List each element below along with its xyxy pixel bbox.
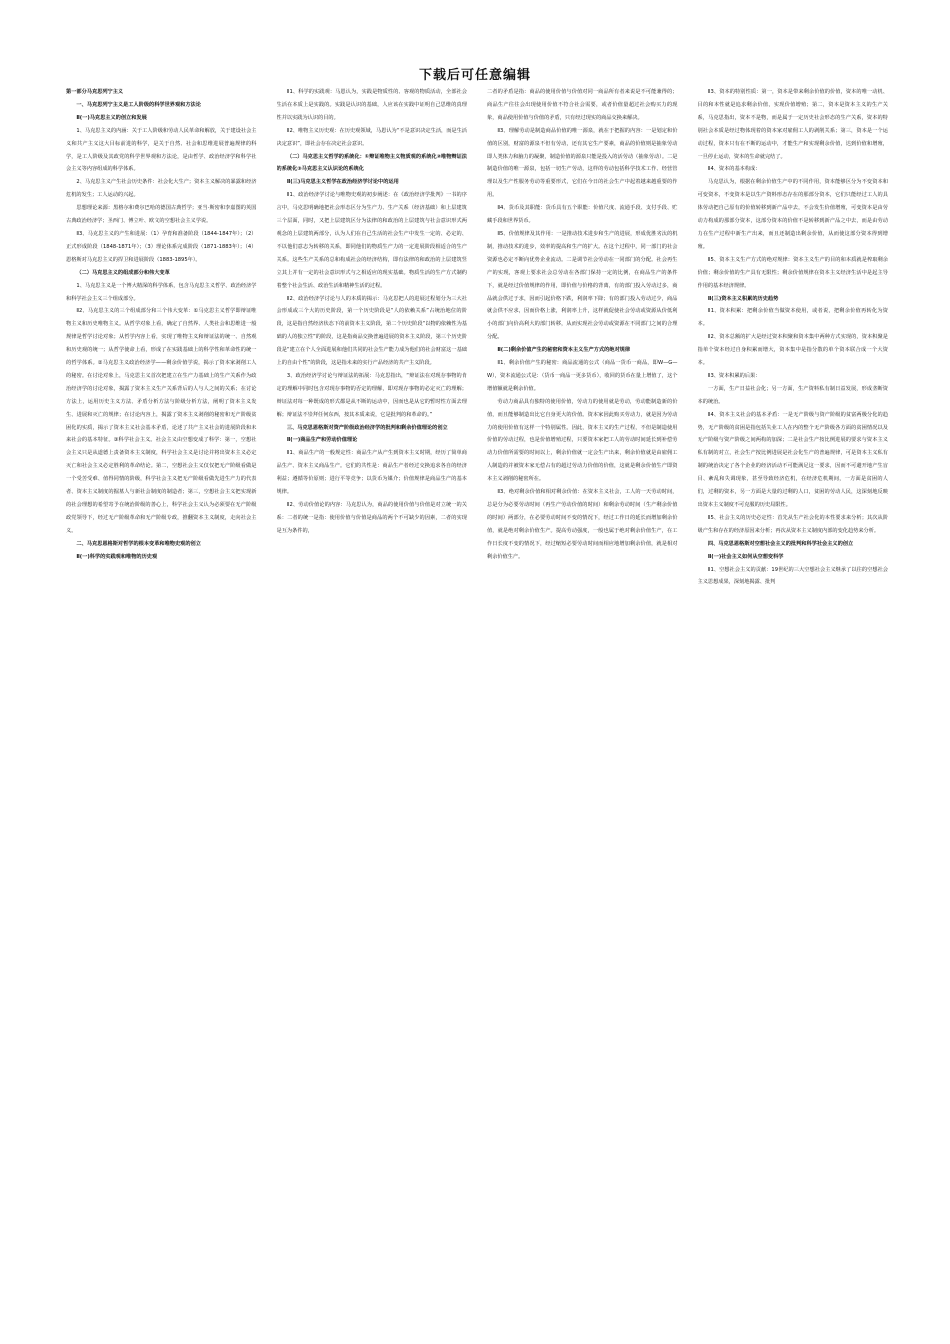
paragraph: Ⅱ3、理解劳动是制造商品价值的唯一源泉，就在于把握的内容：一是划定和价值的区别，财富的源泉不但有劳动，还有其它生产要素，商品的价值则是抽象劳动即人类体力和脑力的凝聚，制造价值的源泉只能是投入的活劳动（抽象劳动）。二是制造价值的唯一源泉，包括一切生产劳动，这样的劳动包括科学技术工作、经营管理以及生产性服务劳动等重要形式，它们在今日的社会生产中起着越来越重要的作用。 — [487, 127, 678, 199]
section-heading: （二）马克思主义的组成部分和伟大变革 — [76, 269, 170, 276]
section-heading: Ⅱ(三)马克思主义哲学在政治经济学讨论中的运用 — [286, 179, 399, 186]
section-heading: Ⅱ(一)社会主义如何从空想变科学 — [707, 553, 784, 560]
paragraph: Ⅱ1、剩余价值产生的秘密：商品流通的公式（商品一货币一商品，即W—G—W），资本流通公式是：（货币一商品一更多货币），收回的货币在量上增值了，这个增值额就是剩余价值。 — [487, 360, 678, 392]
paragraph: 2、马克思主义产生社会历史条件：社会化大生产；资本主义解决的暴露和经济危机的发生；工人运动的兴起。 — [66, 179, 257, 199]
page-header: 下载后可任意编辑 — [418, 68, 531, 83]
paragraph: Ⅱ5、社会主义的历史必定性：首先从生产社会化的本性要求来分析；其次从阶级产生和存在的经济原因来分析；再次从资本主义制度内部的变化趋势来分析。 — [697, 514, 888, 534]
paragraph: Ⅱ3、绝对剩余价值和相对剩余价值：在资本主义社会，工人的一天劳动时间，总是分为必要劳动时间（再生产劳动价值的时间）和剩余劳动时间（生产剩余价值的时间）两部分，在必要劳动时间不变的情况下，经过工作日的延长而增加剩余价值，就是绝对剩余价值生产。提高劳动强度，一般也属于绝对剩余价值生产，在工作日长度不变的情况下，经过缩短必要劳动时间而相应地增加剩余价值，就是相对剩余价值生产。 — [487, 489, 678, 560]
paragraph: 3、政治经济学讨论与辩证法的拓展：马克思指出，“辩证法在对现存事物的肯定的理解中同时包含对现存事物的否定的理解，即对现存事物的必定灭亡的理解；辩证法对每一种既成的形式都是从不断的运动中，因而也是从它的暂时性方面去理解；辩证法不崇拜任何东西，按其本质来说，它是批判的和革命的。” — [276, 372, 467, 418]
paragraph: Ⅱ1、资本积累：把剩余价值当做资本使用，或者说，把剩余价值再转化为资本。 — [697, 308, 888, 328]
paragraph: Ⅱ4、资本主义社会的基本矛盾：一是无产阶级与资产阶级的贫富两极分化的趋势，无产阶级的贫困是指包括失业工人在内的整个无产阶级各方面的贫困情况以及无产阶级与资产阶级之间两构的加深；二是社会生产按比例进展的要求与资本主义私有制的对立，社会生产按比例进展是社会化生产的普遍规律，可是资本主义私有制的统治决定了各个企业的经济活动不可能满足这一要求，因而不可避开地产生盲目、紊乱和失调现象，甚至导致经济危机，在经济危机期间，一方面是贫困的人们，过剩的资本，另一方面是大量的过剩的人口，贫困的劳动人民，这深刻地反映出资本主义制度不可克服的历史局限性。 — [697, 411, 888, 508]
paragraph: 马克思认为，根据在剩余价值生产中的不同作用，资本能够区分为不变资本和可变资本，不变资本是以生产资料形态存在的那部分资本，它们只能经过工人的具体劳动把自己原有的价值转移到新产品中去，不会发生价值增殖，可变资本是由劳动力构成的那部分资本，这部分资本的价值不是转移到新产品之中去，而是由劳动力在生产过程中新生产出来，而且还制造出剩余价值，从而使这部分资本得到增殖。 — [697, 179, 888, 250]
section-heading: Ⅱ(三)资本主义积累的历史趋势 — [707, 295, 779, 302]
section-heading: 三、马克思恩格斯对资产阶级政治经济学的批判和剩余价值理论的创立 — [286, 424, 448, 431]
paragraph: Ⅱ2、劳动价值论的内容：马克思认为，商品的使用价值与价值是对立统一的关系：二者的统一是指：使用价值与价值是商品的两个不可缺少的因素，二者的实现是互为条件的， — [276, 502, 467, 534]
paragraph: Ⅱ3、资本的特别性质：第一，资本是带来剩余价值的价值，资本的唯一动机、目的和本性就是追求剩余价值，实现价值增殖；第二，资本是资本主义的生产关系，马克思指出，资本不是物，而是属于一定历史社会形态的生产关系，资本的特别社会本质是经过物体现着的资本家对雇佣工人的剥削关系；第三，资本是一个运动过程，资本只有在不断的运动中，才能生产和实现剩余价值，达到价值和增殖，一旦停止运动，资本的生命就完结了。 — [697, 89, 888, 160]
section-heading: 第一部分马克思列宁主义 — [66, 89, 124, 95]
column-4 — [698, 86, 889, 1324]
paragraph: Ⅱ1、商品生产的一般规定性：商品生产从产生到资本主义时期，经历了简单商品生产、资本主义商品生产。它们的共性是：商品生产者经过交换追求各自的经济利益；遵循等价原则；进行平等竞争；以货币为媒介；价值规律是商品生产的基本规律。 — [276, 450, 467, 496]
paragraph: 1、马克思主义是一个博大精深的科学体系，包含马克思主义哲学、政治经济学和科学社会主义三个组成部分。 — [66, 282, 257, 302]
paragraph: Ⅱ1、空想社会主义的贡献：19世纪的三大空想社会主义继承了以往的空想社会主义思想成果，深刻地揭露、批判 — [697, 566, 888, 586]
paragraph: Ⅱ3、马克思主义的产生和进展：（1）孕育和准备阶段（1844-1847年）；（2）正式形成阶段（1848-1871年）；（3）理论体系完成阶段（1871-1883年）；（4）恩格斯对马克思主义的捍卫和进展阶段（1883-1895年）。 — [66, 230, 257, 263]
section-heading: Ⅱ(一)科学的实践观和唯物的历史观 — [76, 553, 158, 560]
section-heading: 一、马克思列宁主义是工人阶级的科学世界观和方法论 — [76, 101, 201, 108]
paragraph: 思想理论来源：黑格尔和费尔巴哈的德国古典哲学；亚当·斯密和李嘉图的英国古典政治经济学；圣西门、傅立叶、欧文的空想社会主义学说。 — [66, 205, 257, 225]
paragraph: Ⅱ2、马克思主义的三个组成部分和三个伟大变革：①马克思主义哲学即辩证唯物主义和历史唯物主义。从哲学对象上看，确定了自然界、人类社会和思维进一般规律是哲学讨论对象；从哲学内容上看，实现了唯物主义和辩证法的统一、自然观和历史观的统一；从哲学使命上看，形成了在实践基础上的科学性和革命性的统一的哲学体系。②马克思主义政治经济学——剩余价值学说，揭示了资本家剥削工人的秘密。在讨论对象上，马克思主义首次把建立在生产力基础上的生产关系作为政治经济学的讨论对象，揭露了资本主义生产关系背后的人与人之间的关系；在讨论方法上，运用历史主义方法、矛盾分析方法与阶级分析方法，阐明了资本主义发生、进展和灭亡的规律；在讨论内容上，揭露了资本主义剥削的秘密和无产阶级贫困化的实质，揭示了资本主义社会基本矛盾，论述了共产主义社会的进展阶段和未来社会的基本特征。③科学社会主义。社会主义由空想变成了科学：第一，空想社会主义只是从道德上责备资本主义制度，科学社会主义是讨论并将出资本主义必定灭亡和社会主义必定胜利的革命结论。第二，空想社会主义仅仅把无产阶级看做是一个受苦受难、值得同情的阶级，科学社会主义把无产阶级看做先进生产力的代表者、资本主义制度的掘墓人与新社会制度的制造者；第三，空想社会主义把实现新的社会理想的希望寄予在统治阶级的善心上，科学社会主义认为必须要在无产阶级政党领导下，经过无产阶级革命和无产阶级专政，推翻资本主义制度，走向社会主义。 — [66, 308, 257, 534]
column-3 — [487, 86, 678, 1324]
paragraph: Ⅱ1、政治经济学讨论与唯物史观的初步阐述：在《政治经济学批判》一书的序言中，马克思明确地把社会形态区分为生产力、生产关系（经济基础）和上层建筑三个层面，同时，又把上层建筑区分为法律的和政治的上层建筑与社会意识形式两观念的上层建筑两部分，认为人们在自己生活的社会生产中发生一定的、必定的、不以他们意志为转移的关系，即同他们的物质生产力的一定进展阶段相适合的生产关系。这些生产关系的总和构成社会的经济结构，即有法律的和政治的上层建筑竖立其上并有一定的社会意识形式与之相适应的现实基础。物质生活的生产方式制约着整个社会生活、政治生活和精神生活的过程。 — [276, 192, 467, 289]
section-heading: Ⅱ(一)马克思主义的创立和发展 — [76, 114, 147, 121]
paragraph: 1、马克思主义的内涵：关于工人阶级和劳动人民革命和解放，关于建设社会主义和共产主义这大目标前进的科学，是关于自然、社会和思维进展普遍规律的科学，是工人阶级及其政党的科学世界观和方法论，是由哲学、政治经济学和科学社会主义等内容组成的科学体系。 — [66, 127, 257, 173]
paragraph: Ⅱ1、科学的实践观：马恩认为，实践是物质性的、客观的物质活动，全部社会生活在本质上是实践的。实践是认识的基础，人应该在实践中证明自己思维的真理性并以实践为认识的目的。 — [276, 89, 467, 121]
paragraph: Ⅱ3、资本积累的后果： — [707, 372, 761, 379]
paragraph: 劳动力商品具有独特的使用价值，劳动力的使用就是劳动，劳动能制造新的价值，而且能够制造出比它自身更大的价值。资本家因此购买劳动力，就是因为劳动力的使用价值有这样一个特别属性。因此，资本主义的生产过程，不但是制造使用价值的劳动过程，也是价值增殖过程，只要资本家把工人的劳动时间延长到补偿劳动力价值所需要的时间以上，剩余价值就一定会生产出来，剩余价值就是由雇佣工人制造的并被资本家无偿占有的超过劳动力价值的价值，这就是剩余价值生产即资本主义剥削的秘密所在。 — [487, 398, 678, 483]
section-heading: Ⅱ(一)商品生产和劳动价值理论 — [286, 437, 358, 444]
section-heading: （二）马克思主义哲学的系统化：①辩证唯物主义物质观的系统化②唯物辩证法的系统化③马克思主义认识论的系统化 — [276, 153, 467, 173]
section-heading: 四、马克思恩格斯对空想社会主义的批判和科学社会主义的创立 — [707, 540, 854, 547]
paragraph: 二者的矛盾是指：商品的使用价值与价值对同一商品所有者来说是不可能兼得的；商品生产往往会出现使用价值不符合社会需要，或者价值量超过社会购买力的现象，商品使用价值与价值的矛盾，只有经过现实的商品交换来解决。 — [487, 89, 678, 121]
paragraph: Ⅱ5、资本主义生产方式的绝对规律：资本主义生产的目的和本质就是榨取剩余价值；剩余价值的生产具有无限性；剩余价值规律在资本主义经济生活中是起主导作用的基本经济规律。 — [697, 256, 888, 289]
paragraph: 一方面，生产日益社会化；另一方面，生产资料私有制日益发展，形成垄断资本的统治。 — [697, 385, 888, 405]
column-2 — [277, 86, 468, 1324]
paragraph: Ⅱ5、价值规律及其作用：一是推动技术进步和生产的进展，形成优胜劣汰的机制，推动技术的进步，效率的提高和生产的扩大。在这个过程中，同一部门的社会资源也必定不断向优势企业流动。二是调节社会劳动在一同部门的分配。社会再生产的实现，客观上要求社会总劳动在各部门保持一定的比例，在商品生产的条件下，就是经过价值规律的作用，即价值与价格的背离，有的部门投入劳动过多，商品就会供过于求，因而引起价格下跌，利润率下降；有的部门投入劳动过少，商品就会供不应求，因而价格上涨，利润率上升，这样就促使社会劳动或资源从价低利小的部门向价高利大的部门转移，从而实现社会劳动或资源在不同部门之间的合理分配。 — [487, 230, 678, 341]
paragraph: Ⅱ4、货币及其职能：货币具有五个职能：价值尺度、流通手段、支付手段、贮藏手段和世界货币。 — [487, 205, 678, 225]
document-body — [66, 86, 888, 1324]
paragraph: Ⅱ2、唯物主义历史观：在历史观领域，马恩认为“不是意识决定生活，而是生活决定意识”，即社会存在决定社会意识。 — [276, 127, 467, 147]
column-1 — [66, 86, 257, 1324]
paragraph: Ⅱ2、资本总额的扩大是经过资本积聚和资本集中两种方式实现的，资本积聚是指单个资本经过自身积累而增大，资本集中是指分散的单个资本联合成一个大资本。 — [697, 334, 888, 367]
paragraph: Ⅱ2、政治经济学讨论与人的本质的揭示：马克思把人的进展过程划分为三大社会形成或三个大的历史阶段，第一个历史阶段是“人的依赖关系”占统治地位的阶段，这是指自然经济状态下的前资本主义阶段，第二个历史阶段“以物的依赖性为基础的人的独立性”的阶段，这是指商品交换普遍进展的资本主义阶段，第三个历史阶段是“建立在个人全面进展和他们共同的社会生产能力成为他们的社会财富这一基础上的自由个性”的阶段，这是指未来的实行产品经济的共产主义阶段。 — [276, 295, 467, 367]
section-heading: 二、马克思恩格斯对哲学的根本变革和唯物史观的创立 — [76, 540, 201, 547]
section-heading: Ⅱ(二)剩余价值产生的秘密和资本主义生产方式的绝对规律 — [497, 347, 631, 354]
paragraph: Ⅱ4、资本的基本构成： — [707, 166, 761, 173]
